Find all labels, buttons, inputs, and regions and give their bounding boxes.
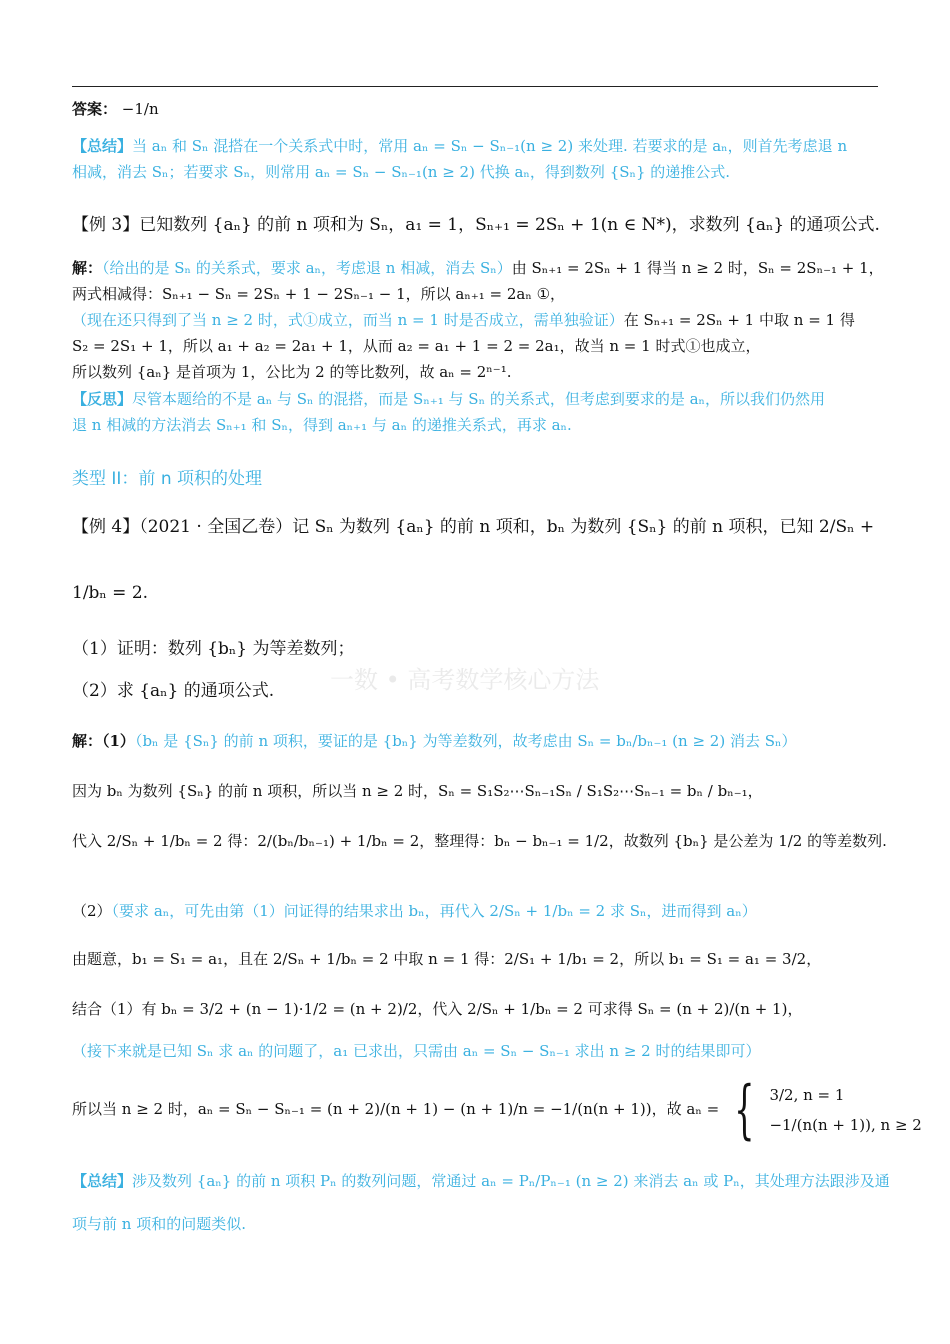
example4-part2-line5-text: 所以当 n ≥ 2 时，aₙ = Sₙ − Sₙ₋₁ = (n + 2)/(n + 1) − (n + 1)/n = −1/(n(n + 1))，故 aₙ = xyxy=(72,1100,720,1118)
reflection-line2: 退 n 相减的方法消去 Sₙ₊₁ 和 Sₙ，得到 aₙ₊₁ 与 aₙ 的递推关系式，再求 aₙ. xyxy=(72,416,572,434)
reflection-line1 xyxy=(72,388,825,410)
example4-part2-line2: 由题意，b₁ = S₁ = a₁，且在 2/Sₙ + 1/bₙ = 2 中取 n = 1 得：2/S₁ + 1/b₁ = 2，所以 b₁ = S₁ = a₁ = 3/2， xyxy=(72,950,822,968)
example4-question2: （2）求 {aₙ} 的通项公式. xyxy=(72,681,275,701)
watermark: 一数 • 高考数学核心方法 xyxy=(330,666,600,694)
example4-part2-line3: 结合（1）有 bₙ = 3/2 + (n − 1)·1/2 = (n + 2)/2，代入 2/Sₙ + 1/bₙ = 2 可求得 Sₙ = (n + 2)/(n + 1)， xyxy=(72,1000,803,1018)
summary1-line1 xyxy=(72,135,847,157)
example3-solution-line4: S₂ = 2S₁ + 1，所以 a₁ + a₂ = 2a₁ + 1，从而 a₂ = a₁ + 1 = 2 = 2a₁，故当 n = 1 时式①也成立， xyxy=(72,337,761,355)
cases-brace: { xyxy=(734,1073,755,1147)
example4-part2-hint: （要求 aₙ，可先由第（1）问证得的结果求出 bₙ，再代入 2/Sₙ + 1/bₙ = 2 求 Sₙ，进而得到 aₙ） xyxy=(111,902,757,920)
example3-solution-hint2: （现在还只得到了当 n ≥ 2 时，式①成立，而当 n = 1 时是否成立，需单独验证） xyxy=(72,311,624,329)
example4-title-cont: 1/bₙ = 2. xyxy=(72,583,149,603)
answer-label: 答案： xyxy=(72,100,118,118)
example4-part1-line1 xyxy=(72,730,797,752)
example4-part2-line1 xyxy=(72,900,757,922)
example4-title: 【例 4】（2021 · 全国乙卷）记 Sₙ 为数列 {aₙ} 的前 n 项和，bₙ 为数列 {Sₙ} 的前 n 项积，已知 2/Sₙ + xyxy=(72,517,875,537)
case-1: 3/2, n = 1 xyxy=(769,1086,845,1104)
example3-solution-line1 xyxy=(72,257,884,279)
example3-solution-line5: 所以数列 {aₙ} 是首项为 1，公比为 2 的等比数列，故 aₙ = 2ⁿ⁻¹. xyxy=(72,363,512,381)
answer-value: −1/n xyxy=(121,100,159,118)
example4-part1-line2: 因为 bₙ 为数列 {Sₙ} 的前 n 项积，所以当 n ≥ 2 时，Sₙ = S₁S₂⋯Sₙ₋₁Sₙ / S₁S₂⋯Sₙ₋₁ = bₙ / bₙ₋₁， xyxy=(72,782,763,800)
example3-solution-hint: （给出的是 Sₙ 的关系式，要求 aₙ，考虑退 n 相减，消去 Sₙ） xyxy=(102,259,512,277)
example4-part2-label: （2） xyxy=(72,902,112,920)
example4-part2-line5 xyxy=(72,1073,922,1147)
case-2: −1/(n(n + 1)), n ≥ 2 xyxy=(769,1116,922,1134)
example4-part2-hint2: （接下来就是已知 Sₙ 求 aₙ 的问题了，a₁ 已求出，只需由 aₙ = Sₙ − Sₙ₋₁ 求出 n ≥ 2 时的结果即可） xyxy=(72,1042,761,1060)
example4-part1-line3: 代入 2/Sₙ + 1/bₙ = 2 得：2/(bₙ/bₙ₋₁) + 1/bₙ = 2，整理得：bₙ − bₙ₋₁ = 1/2，故数列 {bₙ} 是公差为 1/2 的等差数列. xyxy=(72,832,887,850)
summary1-text1: 当 aₙ 和 Sₙ 混搭在一个关系式中时，常用 aₙ = Sₙ − Sₙ₋₁(n ≥ 2) 来处理. 若要求的是 aₙ，则首先考虑退 n xyxy=(132,137,848,155)
example4-part1-label: 解：（1） xyxy=(72,732,135,750)
piecewise-cases xyxy=(769,1080,921,1140)
header-rule xyxy=(72,86,878,87)
example4-question1: （1）证明：数列 {bₙ} 为等差数列； xyxy=(72,639,355,659)
example3-solution-line3 xyxy=(72,309,855,331)
summary2-text1: 涉及数列 {aₙ} 的前 n 项积 Pₙ 的数列问题，常通过 aₙ = Pₙ/Pₙ₋₁ (n ≥ 2) 来消去 aₙ 或 Pₙ，其处理方法跟涉及通 xyxy=(132,1172,890,1190)
type2-heading: 类型 II：前 n 项积的处理 xyxy=(72,469,263,489)
summary1-line2: 相减，消去 Sₙ；若要求 Sₙ，则常用 aₙ = Sₙ − Sₙ₋₁(n ≥ 2) 代换 aₙ，得到数列 {Sₙ} 的递推公式. xyxy=(72,163,731,181)
summary2-line1 xyxy=(72,1170,890,1192)
summary2-tag: 【总结】 xyxy=(72,1172,133,1190)
summary2-line2: 项与前 n 项和的问题类似. xyxy=(72,1215,246,1233)
reflection-text1: 尽管本题给的不是 aₙ 与 Sₙ 的混搭，而是 Sₙ₊₁ 与 Sₙ 的关系式，但考虑到要求的是 aₙ，所以我们仍然用 xyxy=(132,390,826,408)
summary1-tag: 【总结】 xyxy=(72,137,133,155)
example3-solution-line2: 两式相减得：Sₙ₊₁ − Sₙ = 2Sₙ + 1 − 2Sₙ₋₁ − 1，所以 aₙ₊₁ = 2aₙ ①， xyxy=(72,285,566,303)
answer-line xyxy=(72,98,159,120)
example3-solution-label: 解： xyxy=(72,259,103,277)
example3-title: 【例 3】已知数列 {aₙ} 的前 n 项和为 Sₙ，a₁ = 1，Sₙ₊₁ = 2Sₙ + 1(n ∈ N*)，求数列 {aₙ} 的通项公式. xyxy=(72,215,880,235)
reflection-tag: 【反思】 xyxy=(72,390,133,408)
example3-solution-line1-rest: 由 Sₙ₊₁ = 2Sₙ + 1 得当 n ≥ 2 时，Sₙ = 2Sₙ₋₁ + 1， xyxy=(511,259,884,277)
example3-solution-line3-rest: 在 Sₙ₊₁ = 2Sₙ + 1 中取 n = 1 得 xyxy=(623,311,855,329)
example4-part1-hint: （bₙ 是 {Sₙ} 的前 n 项积，要证的是 {bₙ} 为等差数列，故考虑由 Sₙ = bₙ/bₙ₋₁ (n ≥ 2) 消去 Sₙ） xyxy=(134,732,797,750)
